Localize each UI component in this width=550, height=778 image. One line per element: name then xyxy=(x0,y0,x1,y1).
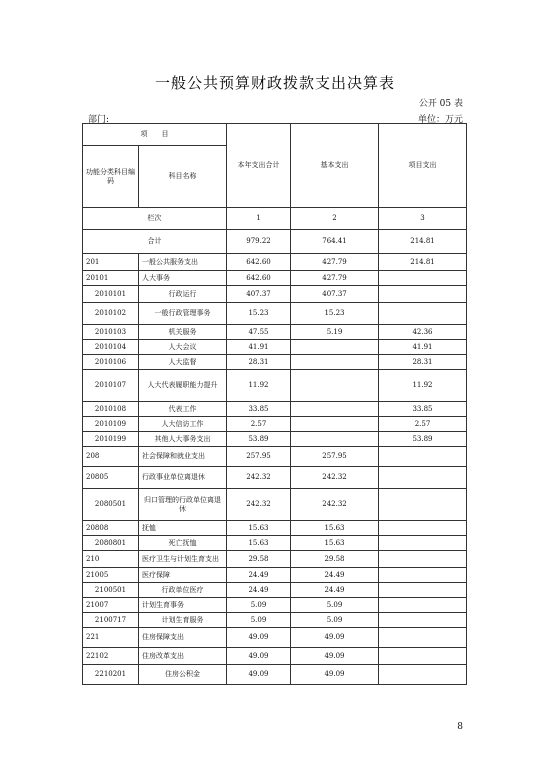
row-basic: 49.09 xyxy=(291,665,379,685)
row-name: 医疗保障 xyxy=(139,568,227,583)
row-project xyxy=(379,551,467,568)
table-row xyxy=(83,665,467,685)
row-project xyxy=(379,665,467,685)
table-row xyxy=(83,417,467,432)
row-code: 2010109 xyxy=(83,417,139,432)
row-name: 人大代表履职能力提升 xyxy=(139,370,227,402)
header-total: 本年支出合计 xyxy=(227,124,291,208)
row-project: 53.89 xyxy=(379,432,467,447)
row-project: 2.57 xyxy=(379,417,467,432)
row-name: 一般行政管理事务 xyxy=(139,303,227,325)
row-total: 49.09 xyxy=(227,628,291,648)
row-code: 2010106 xyxy=(83,355,139,370)
row-project xyxy=(379,583,467,598)
row-project xyxy=(379,447,467,467)
unit-label: 单位：万元 xyxy=(417,115,463,125)
table-row xyxy=(83,432,467,447)
row-basic: 5.09 xyxy=(291,613,379,628)
row-project xyxy=(379,489,467,521)
seq-3: 3 xyxy=(379,208,467,230)
row-total: 242.32 xyxy=(227,467,291,489)
table-row xyxy=(83,467,467,489)
page-title: 一般公共预算财政拨款支出决算表 xyxy=(154,74,395,92)
row-code: 201 xyxy=(83,254,139,271)
row-code: 20805 xyxy=(83,467,139,489)
seq-label: 栏次 xyxy=(83,208,227,230)
row-code: 2080801 xyxy=(83,536,139,551)
row-code: 21007 xyxy=(83,598,139,613)
row-total: 407.37 xyxy=(227,286,291,303)
row-total: 24.49 xyxy=(227,568,291,583)
row-total: 47.55 xyxy=(227,325,291,340)
row-basic: 5.19 xyxy=(291,325,379,340)
row-basic xyxy=(291,417,379,432)
table-row xyxy=(83,355,467,370)
row-project: 41.91 xyxy=(379,340,467,355)
table-row xyxy=(83,286,467,303)
row-total: 15.63 xyxy=(227,521,291,536)
table-row xyxy=(83,628,467,648)
row-basic xyxy=(291,402,379,417)
table-row xyxy=(83,325,467,340)
row-name: 其他人大事务支出 xyxy=(139,432,227,447)
sum-total: 979.22 xyxy=(227,230,291,254)
seq-2: 2 xyxy=(291,208,379,230)
row-basic: 257.95 xyxy=(291,447,379,467)
row-total: 29.58 xyxy=(227,551,291,568)
row-total: 642.60 xyxy=(227,254,291,271)
row-total: 49.09 xyxy=(227,648,291,665)
row-basic: 242.32 xyxy=(291,489,379,521)
row-name: 住房改革支出 xyxy=(139,648,227,665)
row-name: 住房保障支出 xyxy=(139,628,227,648)
row-total: 33.85 xyxy=(227,402,291,417)
row-total: 257.95 xyxy=(227,447,291,467)
row-project xyxy=(379,648,467,665)
row-basic: 5.09 xyxy=(291,598,379,613)
row-code: 2010104 xyxy=(83,340,139,355)
row-name: 抚恤 xyxy=(139,521,227,536)
row-basic: 49.09 xyxy=(291,628,379,648)
table-row xyxy=(83,551,467,568)
row-code: 2010103 xyxy=(83,325,139,340)
row-total: 11.92 xyxy=(227,370,291,402)
table-row xyxy=(83,583,467,598)
row-name: 社会保障和就业支出 xyxy=(139,447,227,467)
row-name: 一般公共服务支出 xyxy=(139,254,227,271)
row-code: 21005 xyxy=(83,568,139,583)
row-code: 2010101 xyxy=(83,286,139,303)
row-basic xyxy=(291,370,379,402)
row-code: 210 xyxy=(83,551,139,568)
row-project: 214.81 xyxy=(379,254,467,271)
row-code: 221 xyxy=(83,628,139,648)
table-row xyxy=(83,568,467,583)
table-row xyxy=(83,489,467,521)
row-project xyxy=(379,303,467,325)
row-basic: 407.37 xyxy=(291,286,379,303)
department-label: 部门: xyxy=(88,115,110,125)
row-total: 15.63 xyxy=(227,536,291,551)
form-number: 公开 05 表 xyxy=(418,99,463,109)
row-project: 11.92 xyxy=(379,370,467,402)
row-name: 代表工作 xyxy=(139,402,227,417)
table-row xyxy=(83,613,467,628)
row-basic: 427.79 xyxy=(291,271,379,286)
row-basic xyxy=(291,340,379,355)
row-project: 33.85 xyxy=(379,402,467,417)
header-code: 功能分类科目编码 xyxy=(83,146,139,208)
row-project: 42.36 xyxy=(379,325,467,340)
page-number: 8 xyxy=(457,722,463,732)
row-total: 49.09 xyxy=(227,665,291,685)
table-row xyxy=(83,521,467,536)
sum-label: 合计 xyxy=(83,230,227,254)
row-basic: 15.63 xyxy=(291,536,379,551)
table-row xyxy=(83,536,467,551)
row-name: 死亡抚恤 xyxy=(139,536,227,551)
header-project: 项目支出 xyxy=(379,124,467,208)
table-row xyxy=(83,402,467,417)
table-row xyxy=(83,447,467,467)
row-project xyxy=(379,628,467,648)
table-row xyxy=(83,598,467,613)
sum-project: 214.81 xyxy=(379,230,467,254)
row-project xyxy=(379,271,467,286)
row-code: 2080501 xyxy=(83,489,139,521)
table-row xyxy=(83,254,467,271)
row-name: 住房公积金 xyxy=(139,665,227,685)
row-code: 2010108 xyxy=(83,402,139,417)
row-total: 28.31 xyxy=(227,355,291,370)
row-code: 2010107 xyxy=(83,370,139,402)
row-name: 行政事业单位离退休 xyxy=(139,467,227,489)
header-basic: 基本支出 xyxy=(291,124,379,208)
row-total: 2.57 xyxy=(227,417,291,432)
header-item: 项 目 xyxy=(83,124,227,146)
row-project xyxy=(379,598,467,613)
row-basic: 15.23 xyxy=(291,303,379,325)
row-total: 41.91 xyxy=(227,340,291,355)
row-project xyxy=(379,536,467,551)
row-total: 5.09 xyxy=(227,613,291,628)
row-name: 行政运行 xyxy=(139,286,227,303)
table-row xyxy=(83,370,467,402)
row-name: 计划生育服务 xyxy=(139,613,227,628)
row-name: 计划生育事务 xyxy=(139,598,227,613)
row-project xyxy=(379,286,467,303)
row-code: 2010102 xyxy=(83,303,139,325)
table-row xyxy=(83,271,467,286)
row-name: 人大信访工作 xyxy=(139,417,227,432)
row-code: 2210201 xyxy=(83,665,139,685)
row-code: 208 xyxy=(83,447,139,467)
row-total: 242.32 xyxy=(227,489,291,521)
sum-basic: 764.41 xyxy=(291,230,379,254)
row-code: 20808 xyxy=(83,521,139,536)
row-basic: 29.58 xyxy=(291,551,379,568)
row-basic: 49.09 xyxy=(291,648,379,665)
row-name: 行政单位医疗 xyxy=(139,583,227,598)
row-basic: 242.32 xyxy=(291,467,379,489)
row-code: 2010199 xyxy=(83,432,139,447)
row-project xyxy=(379,467,467,489)
row-total: 642.60 xyxy=(227,271,291,286)
table-row xyxy=(83,648,467,665)
row-code: 2100717 xyxy=(83,613,139,628)
row-project: 28.31 xyxy=(379,355,467,370)
row-name: 人大事务 xyxy=(139,271,227,286)
row-basic: 15.63 xyxy=(291,521,379,536)
row-project xyxy=(379,521,467,536)
row-project xyxy=(379,568,467,583)
row-total: 5.09 xyxy=(227,598,291,613)
row-name: 归口管理的行政单位离退休 xyxy=(139,489,227,521)
expenditure-table xyxy=(82,123,467,685)
row-name: 机关服务 xyxy=(139,325,227,340)
row-basic xyxy=(291,432,379,447)
row-basic: 24.49 xyxy=(291,568,379,583)
row-total: 24.49 xyxy=(227,583,291,598)
table-row xyxy=(83,340,467,355)
row-code: 20101 xyxy=(83,271,139,286)
row-name: 人大会议 xyxy=(139,340,227,355)
row-code: 22102 xyxy=(83,648,139,665)
row-total: 15.23 xyxy=(227,303,291,325)
row-name: 人大监督 xyxy=(139,355,227,370)
row-project xyxy=(379,613,467,628)
row-code: 2100501 xyxy=(83,583,139,598)
row-total: 53.89 xyxy=(227,432,291,447)
row-name: 医疗卫生与计划生育支出 xyxy=(139,551,227,568)
header-name: 科目名称 xyxy=(139,146,227,208)
seq-1: 1 xyxy=(227,208,291,230)
row-basic: 24.49 xyxy=(291,583,379,598)
table-row xyxy=(83,303,467,325)
row-basic: 427.79 xyxy=(291,254,379,271)
row-basic xyxy=(291,355,379,370)
